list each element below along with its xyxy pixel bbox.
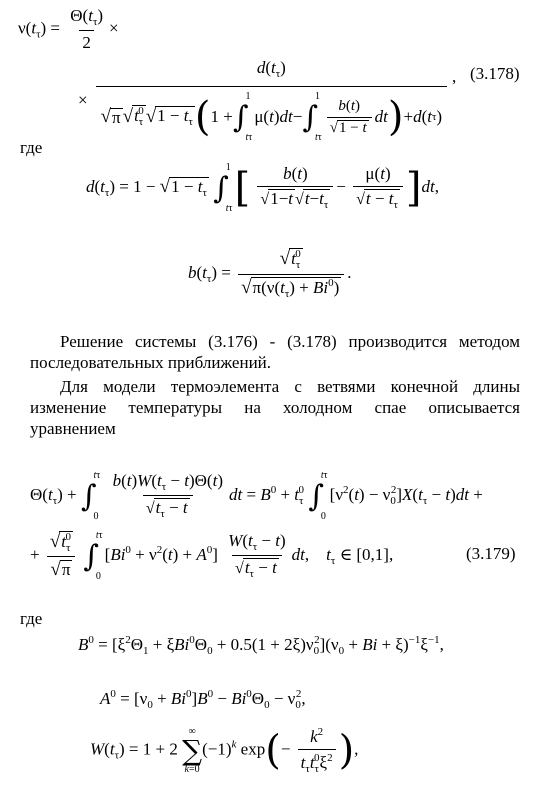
where-label-1: где (20, 138, 43, 157)
eq-d-definition: $d(t_\tau) = 1 - √1 - t_\tau$ ∫ 1 tτ [ $\frac{b(t)}{√1-t √t-t_\tau}$ − $\frac{\mu(t)}{√t - t_\tau}$ ]dt, (86, 162, 439, 214)
eq179-line2: + $\frac{√t_\tau^0}{√\pi}$ ∫ tτ 0 $[Bi^0 + \nu^2(t) + A^0]$ $\frac{W(t_\tau - t)}{√t_\tau - t}$ dt, $t_\tau$ ∈ [0,1], (30, 530, 394, 582)
eq178-comma: , (452, 67, 457, 86)
eq179-line1: $\Theta(t_\tau)$ + ∫ tτ 0 $\frac{b(t)W(t_\tau - t)\Theta(t)}{√t_\tau - t}$ dt = $B^0 + t_\tau^0$ ∫ tτ 0 $[\nu^2(t) - \nu_0^2]X(t_\tau - t)dt$ + (30, 470, 483, 522)
eq-B0-definition: $B^0 = [\xi^2\Theta_1 + \xi Bi^0\Theta_0 + 0.5(1 + 2\xi)\nu_0^2](\nu_0 + Bi + \xi)^{-1}\xi^{-1}$, (78, 634, 444, 657)
where-label-2: где (20, 609, 43, 628)
eq-W-definition: $W(t_\tau) = 1 + 2$ ∞ ∑ k=0 $(-1)^k$ exp(− $\frac{k^2}{t_\tau t_\tau^0\xi^2}$ ), (90, 725, 359, 775)
eq178-line1: $\nu(t_\tau)$ = $\frac{\Theta(t_\tau)}{2}$ × (18, 6, 119, 52)
paragraph-1: Решение системы (3.176) - (3.178) производится методом последовательных приближений. (30, 332, 520, 372)
eq-b-definition: $b(t_\tau)$ = $\frac{√t_\tau^0}{√\pi(\nu(t_\tau) + Bi^0)}$ . (188, 248, 352, 300)
eq179-number: (3.179) (466, 544, 516, 563)
eq178-line2: × $d(t_\tau)$ √ π √ $t_\tau^0$ √ $1 - t_\tau$ ( 1 + ∫ 1 tτ μ( t ) dt − ∫ 1 tτ $\frac{b(t)}{√1 - t}$ dt ) + d ( t τ ) (78, 58, 450, 143)
paragraph-2: Для модели термоэлемента с ветвями конечной длины изменение температуры на холодном спае описывается уравнением (30, 377, 520, 438)
eq-A0-definition: $A^0 = [\nu_0 + Bi^0]B^0 - Bi^0\Theta_0 - \nu_0^2$, (100, 688, 306, 711)
eq178-number: (3.178) (470, 64, 520, 83)
